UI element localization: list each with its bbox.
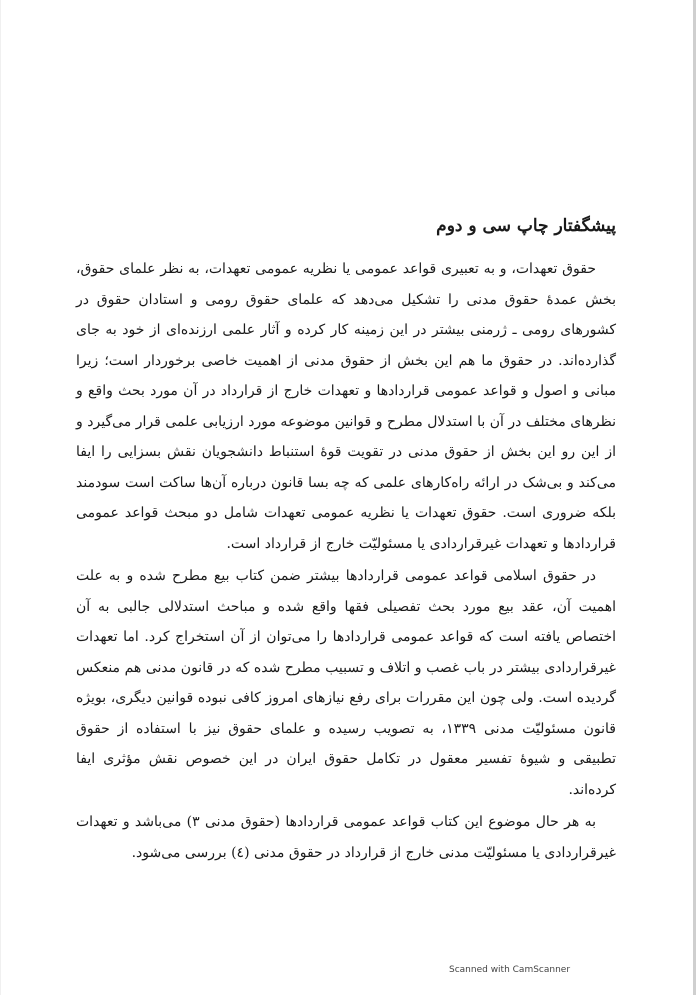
paragraph-islamic-law: در حقوق اسلامی قواعد عمومی قراردادها بیشتر ضمن کتاب بیع مطرح شده و به علت اهمیت آن، عقد بیع مورد بحث تفصیلی فقها واقع شده و مباحث استدلالی جالبی به آن اختصاص یافته است که قواعد عمومی قراردادها را می‌توان از آن استخراج کرد. اما تعهدات غیرقراردادی بیشتر در باب غصب و اتلاف و تسبیب مطرح شده که در قانون مدنی هم منعکس گردیده است. ولی چون این مقررات برای رفع نیازهای امروز کافی نبوده قوانین دیگری، بویژه قانون مسئولیّت مدنی ۱۳۳۹، به تصویب رسیده و علمای حقوق نیز با استفاده از حقوق تطبیقی و شیوهٔ تفسیر معقول در تکامل حقوق ایران در این خصوص نقش مؤثری ایفا کرده‌اند. [76, 568, 616, 798]
document-body [76, 212, 616, 868]
preface-heading: پیشگفتار چاپ سی و دوم [436, 216, 616, 236]
paragraph-book-subject: به هر حال موضوع این کتاب قواعد عمومی قراردادها (حقوق مدنی ۳) می‌باشد و تعهدات غیرقراردادی یا مسئولیّت مدنی خارج از قرارداد در حقوق مدنی (٤) بررسی می‌شود. [76, 814, 616, 861]
page-left-edge [0, 0, 1, 995]
scanner-watermark: Scanned with CamScanner [449, 965, 571, 975]
paragraph-obligations-law: حقوق تعهدات، و به تعبیری قواعد عمومی یا نظریه عمومی تعهدات، به نظر علمای حقوق، بخش عمدهٔ حقوق مدنی را تشکیل می‌دهد که علمای حقوق رومی و استادان حقوق در کشورهای رومی ـ ژرمنی بیشتر در این زمینه کار کرده و آثار علمی ارزنده‌ای از خود به جای گذارده‌اند. در حقوق ما هم این بخش از حقوق مدنی از اهمیت خاصی برخوردار است؛ زیرا مبانی و اصول و قواعد عمومی قراردادها و تعهدات خارج از قرارداد در آن مورد بحث واقع و نظرهای مختلف در آن با استدلال مطرح و قوانین موضوعه مورد ارزیابی علمی قرار می‌گیرد و از این رو این بخش از حقوق مدنی در تقویت قوهٔ استنباط دانشجویان نقش بسزایی را ایفا می‌کند و بی‌شک در ارائه راه‌کارهای علمی که چه بسا قانون درباره آن‌ها ساکت است سودمند بلکه ضروری است. حقوق تعهدات یا نظریه عمومی تعهدات شامل دو مبحث قواعد عمومی قراردادها و تعهدات غیرقراردادی یا مسئولیّت خارج از قرارداد است. [76, 261, 616, 552]
